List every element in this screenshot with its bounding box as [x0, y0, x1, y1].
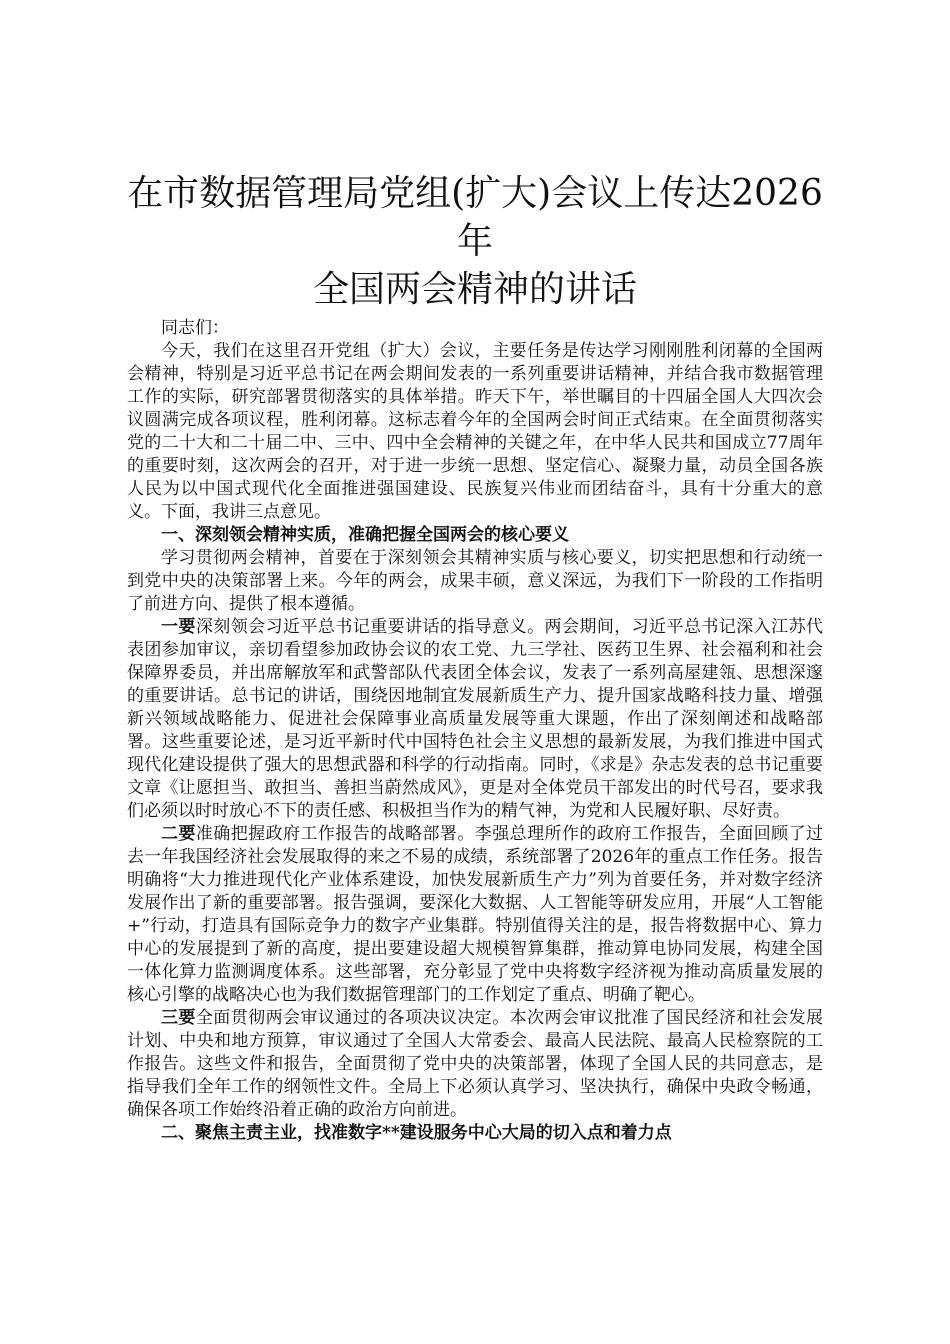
document-title	[127, 170, 823, 314]
title-line-1: 在市数据管理局党组(扩大)会议上传达2026年	[127, 173, 823, 262]
point-3-lead: 三要	[161, 1008, 196, 1028]
section-1-heading: 一、深刻领会精神实质，准确把握全国两会的核心要义	[161, 525, 569, 545]
section-1-intro-paragraph: 学习贯彻两会精神，首要在于深刻领会其精神实质与核心要义，切实把思想和行动统一到党中央的决策部署上来。今年的两会，成果丰硕，意义深远，为我们下一阶段的工作指明了前进方向、提供了根本遵循。	[127, 548, 823, 614]
title-line-2: 全国两会精神的讲话	[312, 269, 637, 310]
point-3-text: 全面贯彻两会审议通过的各项决议决定。本次两会审议批准了国民经济和社会发展计划、中央和地方预算，审议通过了全国人大常委会、最高人民法院、最高人民检察院的工作报告。这些文件和报告，全面贯彻了党中央的决策部署，体现了全国人民的共同意志，是指导我们全年工作的纲领性文件。全局上下必须认真学习、坚决执行，确保中央政令畅通，确保各项工作始终沿着正确的政治方向前进。	[127, 1008, 824, 1120]
point-1-lead: 一要	[161, 617, 196, 637]
document-body	[127, 317, 823, 1145]
intro-paragraph: 今天，我们在这里召开党组（扩大）会议，主要任务是传达学习刚刚胜利闭幕的全国两会精神，特别是习近平总书记在两会期间发表的一系列重要讲话精神，并结合我市数据管理工作的实际，研究部署贯彻落实的具体举措。昨天下午，举世瞩目的十四届全国人大四次会议圆满完成各项议程，胜利闭幕。这标志着今年的全国两会时间正式结束。在全面贯彻落实党的二十大和二十届二中、三中、四中全会精神的关键之年，在中华人民共和国成立77周年的重要时刻，这次两会的召开，对于进一步统一思想、坚定信心、凝聚力量，动员全国各族人民为以中国式现代化全面推进强国建设、民族复兴伟业而团结奋斗，具有十分重大的意义。下面，我讲三点意见。	[127, 341, 823, 522]
point-2-text: 准确把握政府工作报告的战略部署。李强总理所作的政府工作报告，全面回顾了过去一年我国经济社会发展取得的来之不易的成绩，系统部署了2026年的重点工作任务。报告明确将“大力推进现代化产业体系建设，加快发展新质生产力”列为首要任务，并对数字经济发展作出了新的重要部署。报告强调，要深化大数据、人工智能等研发应用，开展“人工智能+”行动，打造具有国际竞争力的数字产业集群。特别值得关注的是，报告将数据中心、算力中心的发展提到了新的高度，提出要建设超大规模智算集群，推动算电协同发展，构建全国一体化算力监测调度体系。这些部署，充分彰显了党中央将数字经济视为推动高质量发展的核心引擎的战略决心也为我们数据管理部门的工作划定了重点、明确了靶心。	[127, 824, 824, 1005]
point-3-paragraph	[127, 1007, 823, 1122]
salutation: 同志们：	[161, 318, 229, 338]
point-2-lead: 二要	[161, 824, 196, 844]
point-2-paragraph	[127, 823, 823, 1007]
point-1-paragraph	[127, 616, 823, 823]
point-1-text: 深刻领会习近平总书记重要讲话的指导意义。两会期间，习近平总书记深入江苏代表团参加审议，亲切看望参加政协会议的农工党、九三学社、医药卫生界、社会福利和社会保障界委员，并出席解放军和武警部队代表团全体会议，发表了一系列高屋建瓴、思想深邃的重要讲话。总书记的讲话，围绕因地制宜发展新质生产力、提升国家战略科技力量、增强新兴领域战略能力、促进社会保障事业高质量发展等重大课题，作出了深刻阐述和战略部署。这些重要论述，是习近平新时代中国特色社会主义思想的最新发展，为我们推进中国式现代化建设提供了强大的思想武器和科学的行动指南。同时，《求是》杂志发表的总书记重要文章《让愿担当、敢担当、善担当蔚然成风》，更是对全体党员干部发出的时代号召，要求我们必须以时时放心不下的责任感、积极担当作为的精气神，为党和人民履好职、尽好责。	[127, 617, 824, 821]
section-2-heading: 二、聚焦主责主业，找准数字**建设服务中心大局的切入点和着力点	[161, 1123, 672, 1143]
